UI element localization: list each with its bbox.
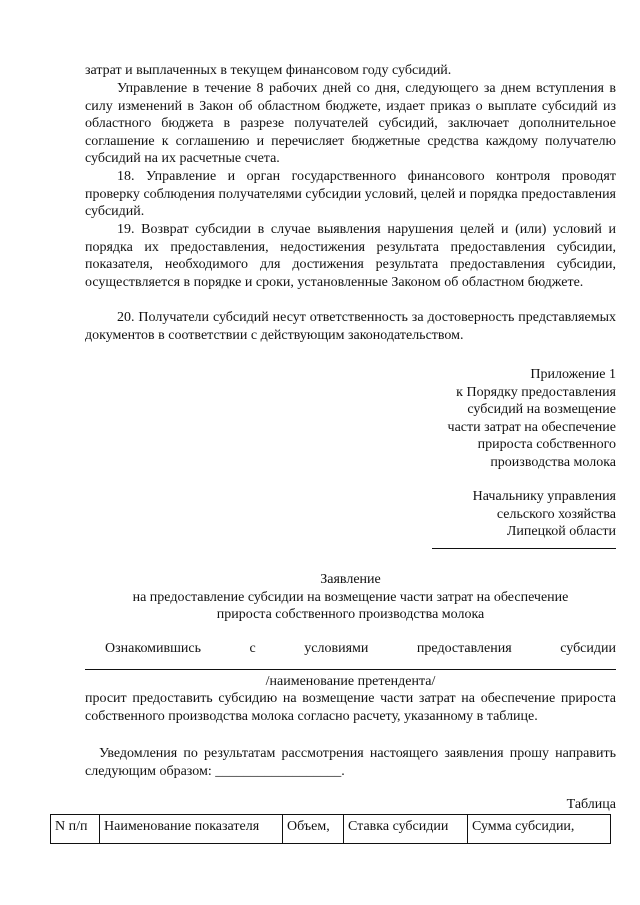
- intro-word: Ознакомившись: [105, 641, 202, 656]
- paragraph-management: Управление в течение 8 рабочих дней со дня, следующего за днем вступления в силу изменений в Закон об областном бюджете, издает приказ о выплате субсидий из областного бюджета в разрезе получателей субсидий, заключает дополнительное соглашение к соглашению и перечисляет бюджетные средства каждому получателю субсидий на их расчетные счета.: [85, 81, 616, 167]
- addressee-line: сельского хозяйства: [496, 507, 616, 522]
- intro-word: условиями: [304, 641, 369, 656]
- addressee-line: Липецкой области: [506, 524, 616, 539]
- appendix-line: субсидий на возмещение: [467, 402, 616, 417]
- intro-word: предоставления: [416, 641, 512, 656]
- paragraph-19: 19. Возврат субсидии в случае выявления нарушения целей и (или) условий и порядка их предоставления, недостижения результата предоставления субсидии, показателя, необходимого для достижения результата предоставления субсидии, осуществляется в порядке и сроки, установленные Законом об областном бюджете.: [85, 222, 616, 290]
- table-header-cell: Ставка субсидии: [344, 815, 468, 844]
- table-header-cell: Сумма субсидии,: [468, 815, 611, 844]
- request-paragraph: просит предоставить субсидию на возмещение части затрат на обеспечение прироста собственного производства молока согласно расчету, указанному в таблице.: [85, 691, 616, 724]
- notify-paragraph: Уведомления по результатам рассмотрения настоящего заявления прошу направить следующим образом: __________________.: [85, 746, 616, 779]
- application-subtitle: на предоставление субсидии на возмещение части затрат на обеспечение: [132, 590, 569, 605]
- applicant-caption: /наименование претендента/: [265, 674, 436, 689]
- calculation-table: [50, 814, 611, 844]
- table-header-cell: N п/п: [51, 815, 100, 844]
- intro-line: [85, 640, 616, 658]
- appendix-line: к Порядку предоставления: [456, 385, 616, 400]
- applicant-name-line: [85, 669, 616, 670]
- appendix-line: Приложение 1: [530, 367, 616, 382]
- intro-word: с: [249, 641, 256, 656]
- paragraph-18: 18. Управление и орган государственного финансового контроля проводят проверку соблюдения получателями субсидии условий, целей и порядка предоставления субсидий.: [85, 169, 616, 220]
- intro-word: субсидии: [560, 641, 616, 656]
- addressee-line: Начальнику управления: [472, 489, 616, 504]
- application-subtitle: прироста собственного производства молока: [216, 607, 485, 622]
- addressee-signature-line: [432, 548, 616, 549]
- appendix-line: производства молока: [490, 455, 616, 470]
- table-header-cell: Объем,: [283, 815, 344, 844]
- appendix-line: прироста собственного: [477, 437, 616, 452]
- table-header-cell: Наименование показателя: [100, 815, 283, 844]
- table-header-row: [51, 815, 611, 844]
- appendix-line: части затрат на обеспечение: [447, 420, 616, 435]
- application-title: Заявление: [320, 572, 381, 587]
- paragraph-20: 20. Получатели субсидий несут ответственность за достоверность представляемых документов в соответствии с действующим законодательством.: [85, 310, 616, 343]
- table-caption: Таблица: [566, 797, 616, 812]
- paragraph-continuation: затрат и выплаченных в текущем финансовом году субсидий.: [85, 63, 452, 78]
